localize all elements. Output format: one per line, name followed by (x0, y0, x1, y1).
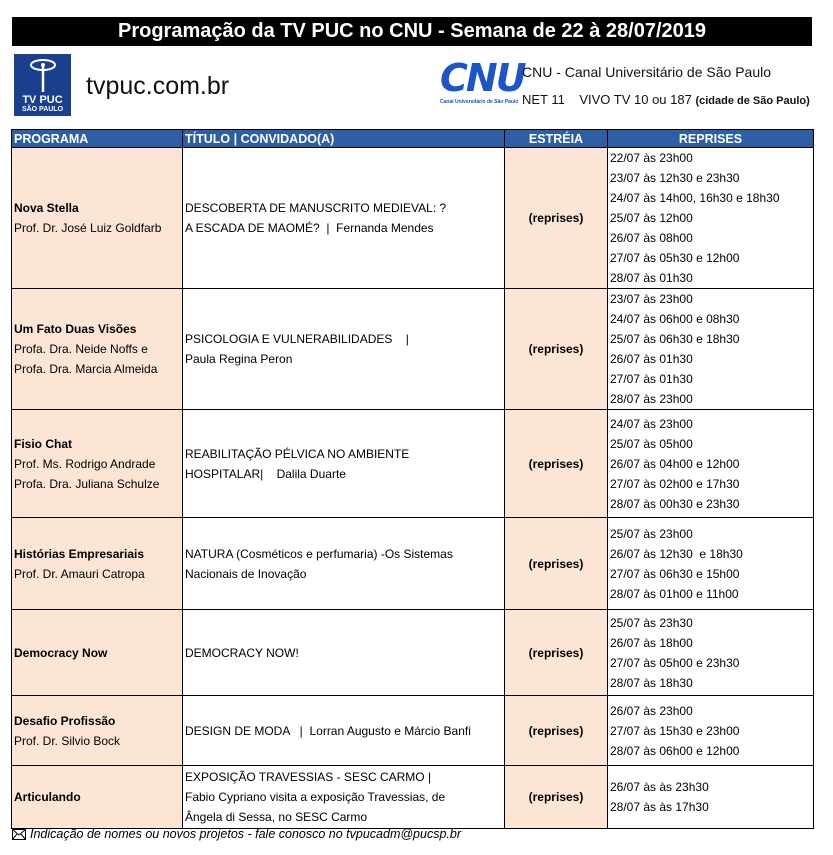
cnu-logo-subtext: Canal Universitário de São Paulo (440, 99, 519, 105)
premiere-cell: (reprises) (505, 410, 608, 518)
rerun-time: 28/07 às às 17h30 (610, 800, 709, 814)
program-name: Fisio Chat (14, 436, 73, 451)
program-name: Histórias Empresariais (14, 546, 145, 561)
program-cell (12, 289, 183, 410)
title-line: DEMOCRACY NOW! (185, 645, 299, 660)
footer-note (12, 827, 461, 841)
title-cell (183, 289, 505, 410)
table-row (12, 148, 814, 289)
rerun-time: 28/07 às 01h30 (610, 271, 693, 285)
site-url[interactable]: tvpuc.com.br (86, 72, 230, 100)
reruns-cell (608, 289, 814, 410)
program-cell (12, 696, 183, 766)
rerun-time: 26/07 às às 23h30 (610, 780, 709, 794)
title-line: HOSPITALAR| Dalila Duarte (185, 466, 346, 481)
program-host: Prof. Dr. Silvio Bock (14, 733, 121, 748)
rerun-time: 25/07 às 23h30 (610, 615, 693, 630)
reruns-cell (608, 518, 814, 610)
rerun-time: 28/07 às 23h00 (610, 392, 693, 406)
title-cell (183, 766, 505, 829)
rerun-time: 23/07 às 23h00 (610, 292, 693, 306)
rerun-time: 28/07 às 01h00 e 11h00 (610, 586, 739, 601)
program-cell (12, 410, 183, 518)
rerun-time: 28/07 às 06h00 e 12h00 (610, 743, 740, 758)
reruns-cell (608, 410, 814, 518)
rerun-time: 25/07 às 05h00 (610, 436, 693, 451)
premiere-cell: (reprises) (505, 148, 608, 289)
col-header-estreia: ESTRÉIA (505, 130, 608, 148)
cnu-channel-name: CNU - Canal Universitário de São Paulo (522, 64, 771, 80)
rerun-time: 25/07 às 12h00 (610, 211, 693, 225)
rerun-time: 25/07 às 23h00 (610, 526, 693, 541)
rerun-time: 27/07 às 05h00 e 23h30 (610, 655, 740, 670)
rerun-time: 26/07 às 23h00 (610, 703, 693, 718)
table-row (12, 289, 814, 410)
rerun-time: 27/07 às 05h30 e 12h00 (610, 251, 740, 265)
footer-text[interactable]: Indicação de nomes ou novos projetos - fale conosco no tvpucadm@pucsp.br (30, 827, 461, 841)
program-host: Profa. Dra. Neide Noffs e (14, 342, 148, 356)
col-header-titulo: TÍTULO | CONVIDADO(A) (183, 130, 505, 148)
program-host: Profa. Dra. Juliana Schulze (14, 476, 160, 491)
rerun-time: 26/07 às 08h00 (610, 231, 693, 245)
tvpuc-logo-subtext: SÃO PAULO (21, 106, 64, 113)
table-row (12, 518, 814, 610)
program-name: Nova Stella (14, 201, 79, 215)
rerun-time: 26/07 às 12h30 e 18h30 (610, 546, 743, 561)
rerun-time: 27/07 às 01h30 (610, 372, 693, 386)
program-host: Prof. Ms. Rodrigo Andrade (14, 456, 156, 471)
rerun-time: 28/07 às 00h30 e 23h30 (610, 496, 740, 511)
title-line: DESCOBERTA DE MANUSCRITO MEDIEVAL: ? (185, 201, 447, 215)
title-line: Fabio Cypriano visita a exposição Travessias, de (185, 790, 446, 804)
title-cell (183, 148, 505, 289)
rerun-time: 27/07 às 15h30 e 23h00 (610, 723, 740, 738)
reruns-cell (608, 148, 814, 289)
program-name: Desafio Profissão (14, 713, 116, 728)
title-line: Nacionais de Inovação (185, 566, 307, 581)
program-name: Um Fato Duas Visões (14, 322, 137, 336)
rerun-time: 23/07 às 12h30 e 23h30 (610, 171, 740, 185)
program-host: Prof. Dr. Amauri Catropa (14, 566, 145, 581)
program-cell (12, 148, 183, 289)
rerun-time: 22/07 às 23h00 (610, 151, 693, 165)
title-line: PSICOLOGIA E VULNERABILIDADES | (185, 332, 409, 346)
reruns-cell (608, 766, 814, 829)
reruns-cell (608, 610, 814, 696)
title-line: EXPOSIÇÃO TRAVESSIAS - SESC CARMO | (185, 770, 432, 784)
premiere-cell: (reprises) (505, 289, 608, 410)
title-line: Ângela di Sessa, no SESC Carmo (185, 810, 368, 824)
rerun-time: 27/07 às 02h00 e 17h30 (610, 476, 740, 491)
rerun-time: 24/07 às 14h00, 16h30 e 18h30 (610, 191, 780, 205)
title-line: REABILITAÇÃO PÉLVICA NO AMBIENTE (185, 446, 410, 461)
title-line: Paula Regina Peron (185, 352, 293, 366)
cnu-vivo: VIVO TV 10 ou 187 (579, 92, 692, 107)
rerun-time: 24/07 às 06h00 e 08h30 (610, 312, 740, 326)
program-name: Articulando (14, 790, 81, 804)
table-row (12, 410, 814, 518)
program-host: Profa. Dra. Marcia Almeida (14, 362, 158, 376)
title-line: DESIGN DE MODA | Lorran Augusto e Márcio Banfi (185, 723, 471, 738)
title-line: NATURA (Cosméticos e perfumaria) -Os Sistemas (185, 546, 453, 561)
cnu-city: (cidade de São Paulo) (695, 95, 810, 107)
rerun-time: 26/07 às 01h30 (610, 352, 693, 366)
program-host: Prof. Dr. José Luiz Goldfarb (14, 221, 162, 235)
schedule-table (11, 129, 814, 829)
rerun-time: 28/07 às 18h30 (610, 675, 693, 690)
table-row (12, 766, 814, 829)
premiere-cell: (reprises) (505, 518, 608, 610)
tvpuc-logo (14, 54, 71, 116)
page-title: Programação da TV PUC no CNU - Semana de 22 à 28/07/2019 (12, 17, 812, 46)
cnu-channel-numbers (522, 92, 810, 107)
rerun-time: 27/07 às 06h30 e 15h00 (610, 566, 740, 581)
cnu-logo-mark: CNU (440, 56, 525, 100)
reruns-cell (608, 696, 814, 766)
premiere-cell: (reprises) (505, 610, 608, 696)
table-header-row (12, 130, 814, 148)
cnu-logo (440, 56, 525, 109)
rerun-time: 26/07 às 18h00 (610, 635, 693, 650)
table-row (12, 696, 814, 766)
title-cell (183, 696, 505, 766)
title-cell (183, 610, 505, 696)
program-cell (12, 766, 183, 829)
table-row (12, 610, 814, 696)
program-name: Democracy Now (14, 645, 108, 660)
rerun-time: 25/07 às 06h30 e 18h30 (610, 332, 740, 346)
title-cell (183, 518, 505, 610)
premiere-cell: (reprises) (505, 766, 608, 829)
program-cell (12, 518, 183, 610)
antenna-icon (28, 58, 58, 94)
premiere-cell: (reprises) (505, 696, 608, 766)
rerun-time: 26/07 às 04h00 e 12h00 (610, 456, 740, 471)
col-header-programa: PROGRAMA (12, 130, 183, 148)
title-cell (183, 410, 505, 518)
cnu-net: NET 11 (522, 92, 565, 107)
title-line: A ESCADA DE MAOMÉ? | Fernanda Mendes (185, 221, 434, 235)
tvpuc-logo-text: TV PUC (22, 94, 63, 106)
rerun-time: 24/07 às 23h00 (610, 416, 693, 431)
col-header-reprises: REPRISES (608, 130, 814, 148)
program-cell (12, 610, 183, 696)
envelope-icon (12, 829, 26, 840)
